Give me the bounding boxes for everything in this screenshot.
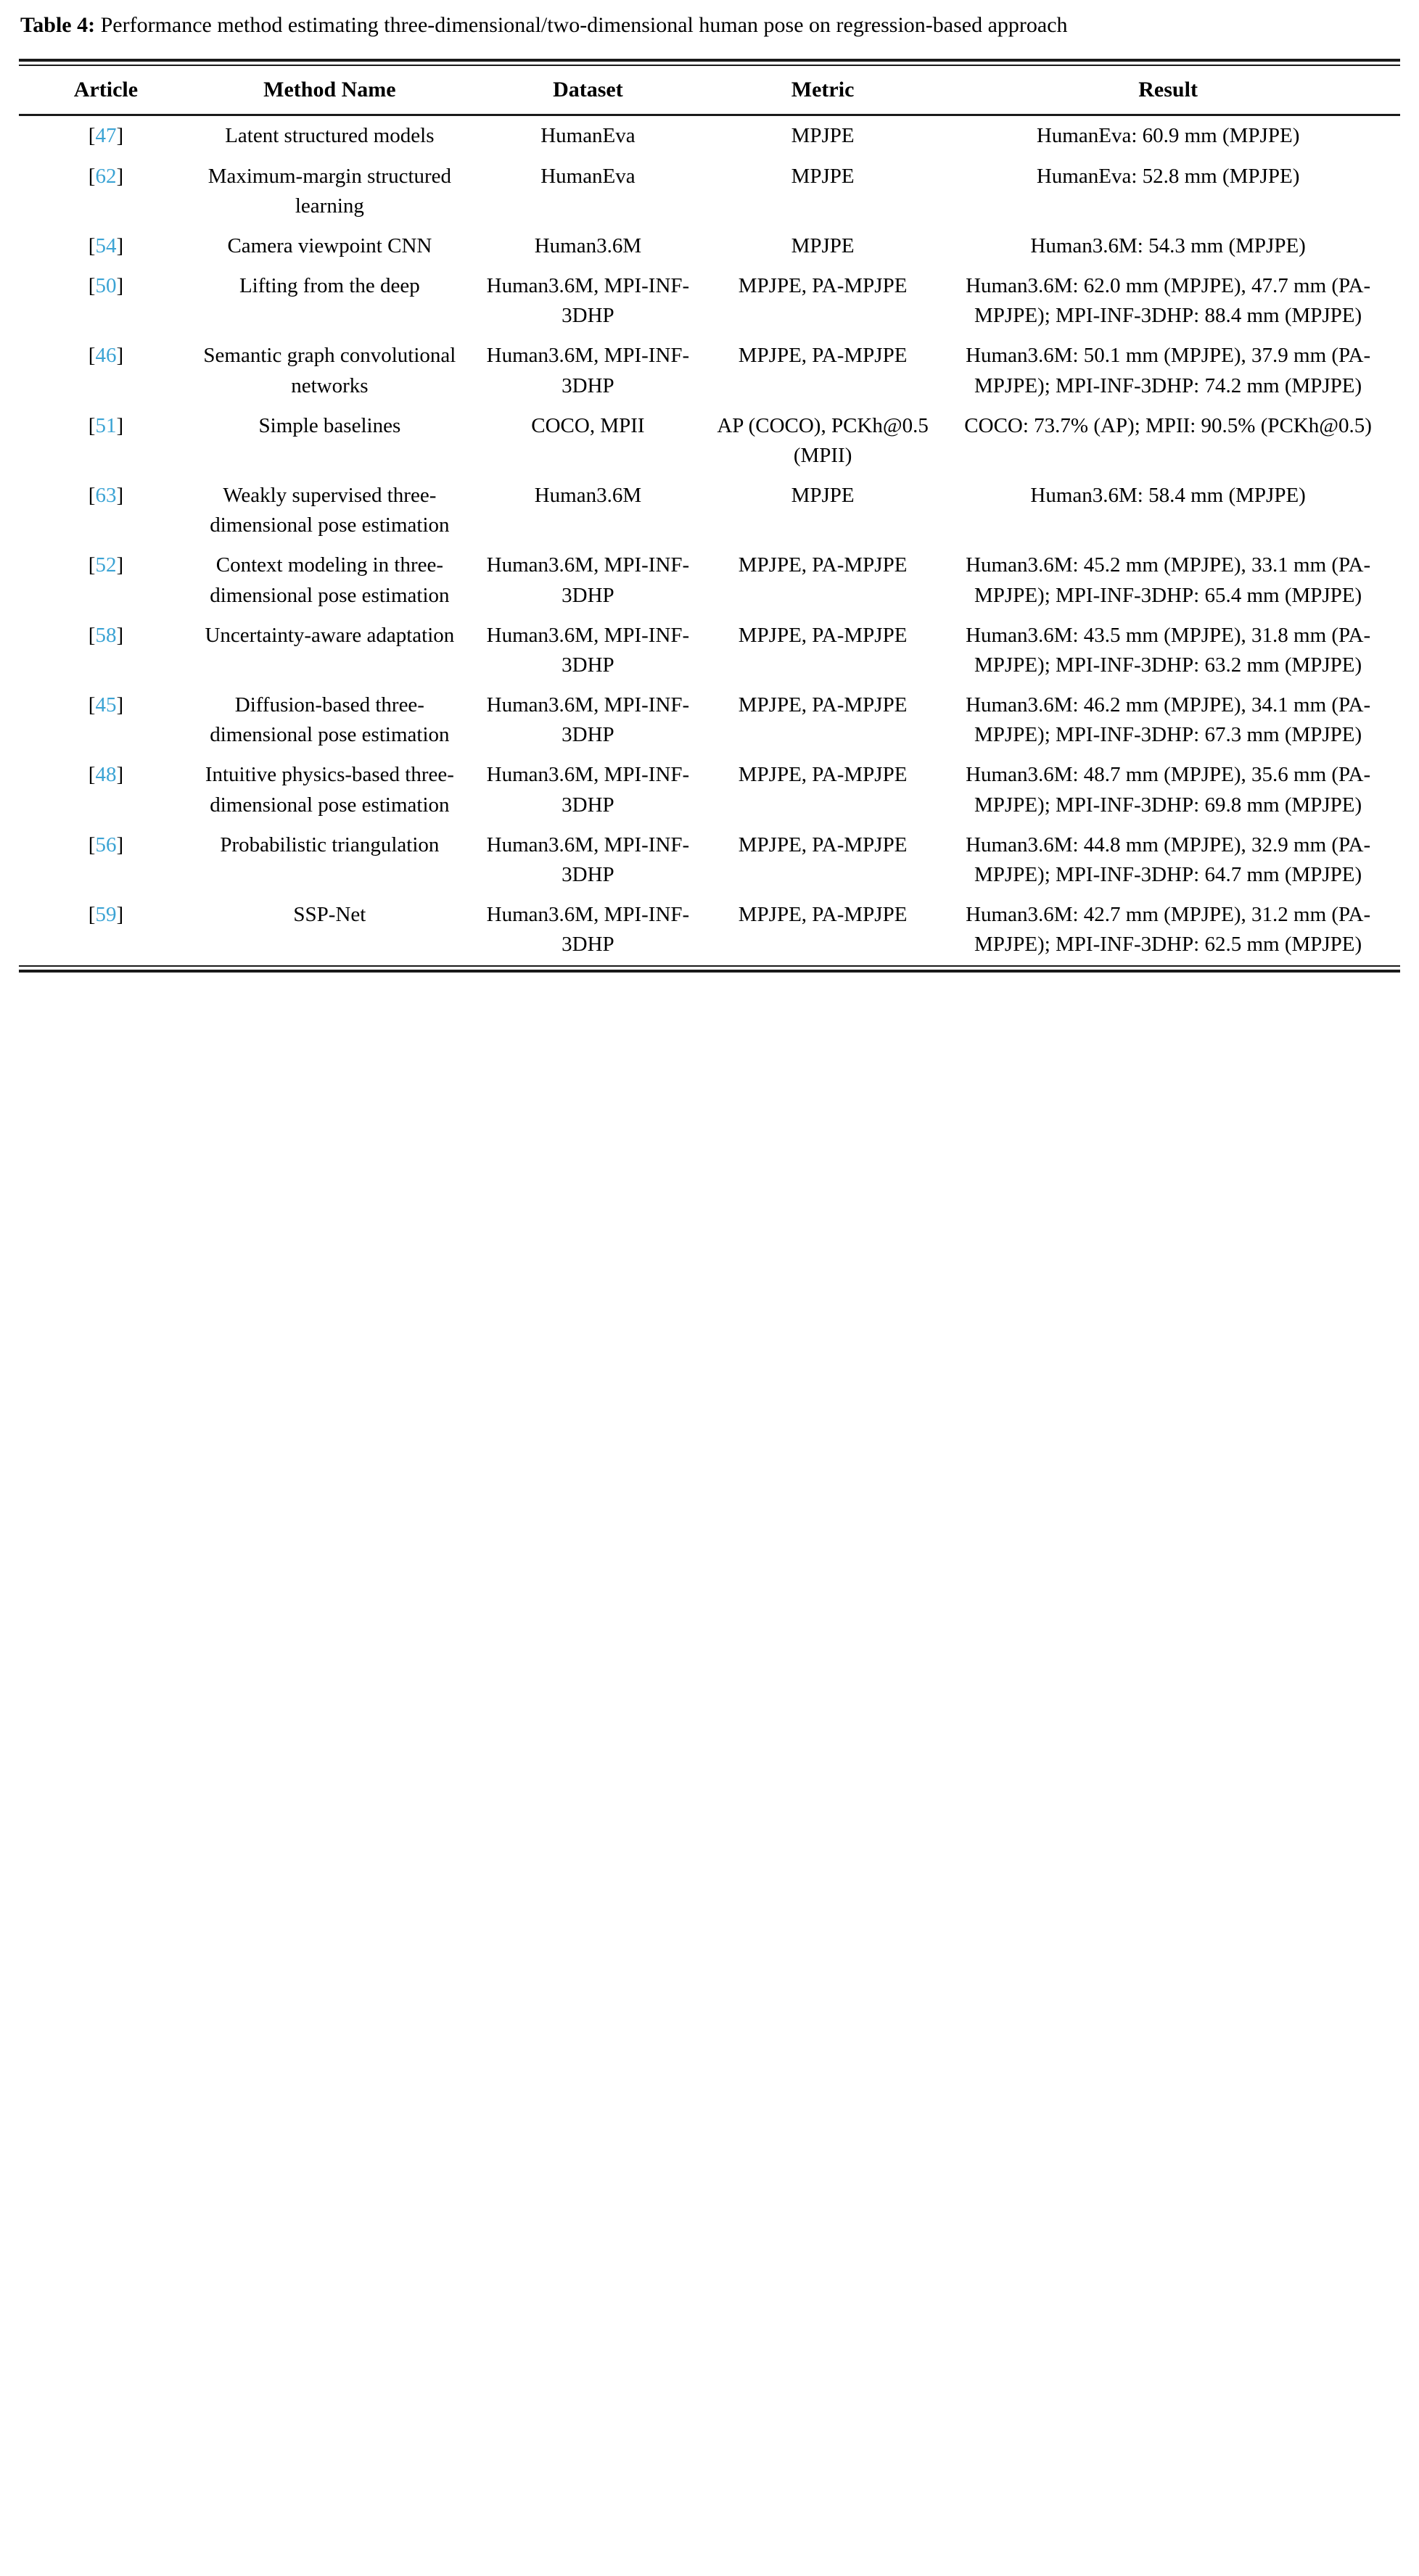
cell-method-name: Lifting from the deep [239, 274, 420, 298]
citation-link[interactable] [89, 484, 123, 507]
table-header-row [19, 65, 1400, 115]
citation-number[interactable]: 45 [95, 693, 117, 717]
table-row [19, 266, 1400, 336]
citation-bracket-open: [ [88, 693, 96, 717]
cell-result: Human3.6M: 46.2 mm (MPJPE), 34.1 mm (PA-MPJPE); MPI-INF-3DHP: 67.3 mm (MPJPE) [966, 693, 1371, 747]
cell-article [19, 266, 193, 336]
citation-bracket-open: [ [88, 553, 96, 577]
citation-bracket-close: ] [116, 833, 124, 856]
citation-bracket-close: ] [116, 413, 124, 437]
table-row [19, 406, 1400, 476]
cell-article [19, 895, 193, 965]
cell-metric: MPJPE, PA-MPJPE [738, 693, 908, 717]
cell-metric: AP (COCO), PCKh@0.5 (MPII) [717, 413, 929, 467]
citation-number[interactable]: 63 [95, 484, 117, 508]
citation-link[interactable] [89, 624, 123, 647]
citation-link[interactable] [89, 165, 123, 188]
cell-method-name: Maximum-margin structured learning [207, 164, 452, 218]
cell-article [19, 115, 193, 157]
cell-article [19, 336, 193, 405]
cell-dataset: Human3.6M, MPI-INF-3DHP [486, 763, 690, 817]
cell-dataset: Human3.6M, MPI-INF-3DHP [486, 344, 690, 397]
cell-method-name: Intuitive physics-based three-dimensional pose estimation [205, 763, 454, 817]
cell-article [19, 476, 193, 545]
citation-bracket-open: [ [88, 833, 96, 856]
cell-result: Human3.6M: 44.8 mm (MPJPE), 32.9 mm (PA-MPJPE); MPI-INF-3DHP: 64.7 mm (MPJPE) [966, 833, 1371, 886]
cell-result: Human3.6M: 54.3 mm (MPJPE) [1030, 234, 1306, 257]
citation-link[interactable] [89, 234, 123, 257]
table-bottom-rule [19, 966, 1400, 971]
cell-metric: MPJPE, PA-MPJPE [738, 763, 908, 787]
performance-methods-table [19, 59, 1400, 972]
cell-metric: MPJPE [791, 484, 855, 508]
table-row [19, 336, 1400, 405]
table-row [19, 226, 1400, 266]
cell-dataset: Human3.6M, MPI-INF-3DHP [486, 274, 690, 328]
cell-method-name: Diffusion-based three-dimensional pose estimation [210, 693, 450, 747]
citation-number[interactable]: 48 [95, 763, 117, 787]
cell-dataset: Human3.6M, MPI-INF-3DHP [486, 553, 690, 607]
table-row [19, 476, 1400, 545]
citation-number[interactable]: 46 [95, 344, 117, 368]
cell-result: Human3.6M: 45.2 mm (MPJPE), 33.1 mm (PA-MPJPE); MPI-INF-3DHP: 65.4 mm (MPJPE) [966, 553, 1371, 607]
cell-article [19, 685, 193, 755]
citation-bracket-open: [ [88, 763, 96, 787]
table-caption-label: Table 4: [20, 13, 96, 37]
cell-result: HumanEva: 52.8 mm (MPJPE) [1036, 164, 1300, 188]
cell-result: Human3.6M: 58.4 mm (MPJPE) [1030, 484, 1306, 508]
citation-link[interactable] [89, 763, 123, 786]
cell-dataset: Human3.6M, MPI-INF-3DHP [486, 833, 690, 886]
citation-bracket-close: ] [116, 124, 124, 148]
table-header [19, 60, 1400, 115]
citation-number[interactable]: 58 [95, 623, 117, 647]
cell-method-name: Simple baselines [258, 413, 401, 437]
cell-result: COCO: 73.7% (AP); MPII: 90.5% (PCKh@0.5) [964, 413, 1372, 437]
citation-link[interactable] [89, 344, 123, 367]
cell-method-name: Uncertainty-aware adaptation [205, 623, 455, 647]
column-header-dataset: Dataset [466, 65, 710, 115]
cell-article [19, 755, 193, 825]
citation-bracket-open: [ [88, 903, 96, 927]
table-caption-text: Performance method estimating three-dimensional/two-dimensional human pose on regression-based approach [100, 13, 1068, 37]
table-top-rule-row [19, 60, 1400, 65]
cell-result: Human3.6M: 50.1 mm (MPJPE), 37.9 mm (PA-MPJPE); MPI-INF-3DHP: 74.2 mm (MPJPE) [966, 344, 1371, 397]
citation-bracket-open: [ [88, 234, 96, 257]
citation-link[interactable] [89, 903, 123, 926]
citation-bracket-close: ] [116, 274, 124, 298]
table-row [19, 685, 1400, 755]
table-top-rule [19, 60, 1400, 65]
cell-metric: MPJPE [791, 124, 855, 148]
table-row [19, 115, 1400, 157]
citation-bracket-open: [ [88, 413, 96, 437]
table-row [19, 545, 1400, 615]
cell-dataset: COCO, MPII [531, 413, 645, 437]
cell-method-name: Latent structured models [225, 124, 435, 148]
citation-bracket-close: ] [116, 484, 124, 508]
column-header-metric: Metric [710, 65, 936, 115]
cell-article [19, 616, 193, 685]
cell-metric: MPJPE, PA-MPJPE [738, 623, 908, 647]
table-bottom-rule-row [19, 966, 1400, 971]
citation-bracket-close: ] [116, 903, 124, 927]
citation-link[interactable] [89, 833, 123, 856]
cell-article [19, 825, 193, 895]
table-body [19, 115, 1400, 971]
citation-number[interactable]: 59 [95, 903, 117, 927]
citation-number[interactable]: 62 [95, 164, 117, 188]
citation-bracket-open: [ [88, 124, 96, 148]
citation-bracket-open: [ [88, 623, 96, 647]
citation-link[interactable] [89, 124, 123, 147]
cell-article [19, 545, 193, 615]
citation-number[interactable]: 52 [95, 553, 117, 577]
cell-metric: MPJPE, PA-MPJPE [738, 903, 908, 927]
cell-metric: MPJPE [791, 234, 855, 257]
cell-method-name: Context modeling in three-dimensional pose estimation [210, 553, 450, 607]
citation-link[interactable] [89, 693, 123, 717]
cell-metric: MPJPE, PA-MPJPE [738, 553, 908, 577]
citation-bracket-close: ] [116, 763, 124, 787]
cell-article [19, 157, 193, 226]
cell-dataset: Human3.6M, MPI-INF-3DHP [486, 903, 690, 957]
citation-bracket-close: ] [116, 553, 124, 577]
cell-metric: MPJPE, PA-MPJPE [738, 344, 908, 368]
cell-result: Human3.6M: 62.0 mm (MPJPE), 47.7 mm (PA-MPJPE); MPI-INF-3DHP: 88.4 mm (MPJPE) [966, 274, 1371, 328]
citation-bracket-open: [ [88, 344, 96, 368]
table-row [19, 755, 1400, 825]
cell-method-name: Semantic graph convolutional networks [203, 344, 456, 397]
citation-bracket-close: ] [116, 164, 124, 188]
cell-result: Human3.6M: 42.7 mm (MPJPE), 31.2 mm (PA-MPJPE); MPI-INF-3DHP: 62.5 mm (MPJPE) [966, 903, 1371, 957]
citation-bracket-close: ] [116, 344, 124, 368]
cell-dataset: HumanEva [540, 124, 636, 148]
cell-method-name: SSP-Net [293, 903, 366, 927]
cell-result: HumanEva: 60.9 mm (MPJPE) [1036, 124, 1300, 148]
table-caption [19, 10, 1400, 40]
cell-metric: MPJPE, PA-MPJPE [738, 274, 908, 298]
cell-metric: MPJPE, PA-MPJPE [738, 833, 908, 856]
citation-link[interactable] [89, 414, 123, 437]
cell-dataset: HumanEva [540, 164, 636, 188]
citation-bracket-close: ] [116, 623, 124, 647]
cell-result: Human3.6M: 43.5 mm (MPJPE), 31.8 mm (PA-MPJPE); MPI-INF-3DHP: 63.2 mm (MPJPE) [966, 623, 1371, 677]
citation-bracket-open: [ [88, 274, 96, 298]
column-header-result: Result [936, 65, 1400, 115]
cell-method-name: Camera viewpoint CNN [227, 234, 432, 257]
table-row [19, 616, 1400, 685]
cell-metric: MPJPE [791, 164, 855, 188]
citation-number[interactable]: 54 [95, 234, 117, 257]
table-row [19, 825, 1400, 895]
cell-dataset: Human3.6M, MPI-INF-3DHP [486, 693, 690, 747]
citation-number[interactable]: 47 [95, 124, 117, 148]
citation-bracket-open: [ [88, 484, 96, 508]
cell-article [19, 406, 193, 476]
citation-bracket-close: ] [116, 234, 124, 257]
column-header-article: Article [19, 65, 193, 115]
citation-number[interactable]: 50 [95, 274, 117, 298]
cell-result: Human3.6M: 48.7 mm (MPJPE), 35.6 mm (PA-MPJPE); MPI-INF-3DHP: 69.8 mm (MPJPE) [966, 763, 1371, 817]
cell-method-name: Probabilistic triangulation [220, 833, 440, 856]
table-row [19, 157, 1400, 226]
citation-bracket-close: ] [116, 693, 124, 717]
cell-method-name: Weakly supervised three-dimensional pose estimation [210, 484, 450, 537]
table-row [19, 895, 1400, 965]
cell-dataset: Human3.6M [534, 234, 642, 257]
column-header-method-name: Method Name [193, 65, 466, 115]
citation-number[interactable]: 56 [95, 833, 117, 856]
citation-bracket-open: [ [88, 164, 96, 188]
cell-dataset: Human3.6M [534, 484, 642, 508]
cell-dataset: Human3.6M, MPI-INF-3DHP [486, 623, 690, 677]
document-page [0, 0, 1419, 973]
citation-link[interactable] [89, 274, 123, 297]
citation-number[interactable]: 51 [95, 413, 117, 437]
cell-article [19, 226, 193, 266]
citation-link[interactable] [89, 553, 123, 577]
